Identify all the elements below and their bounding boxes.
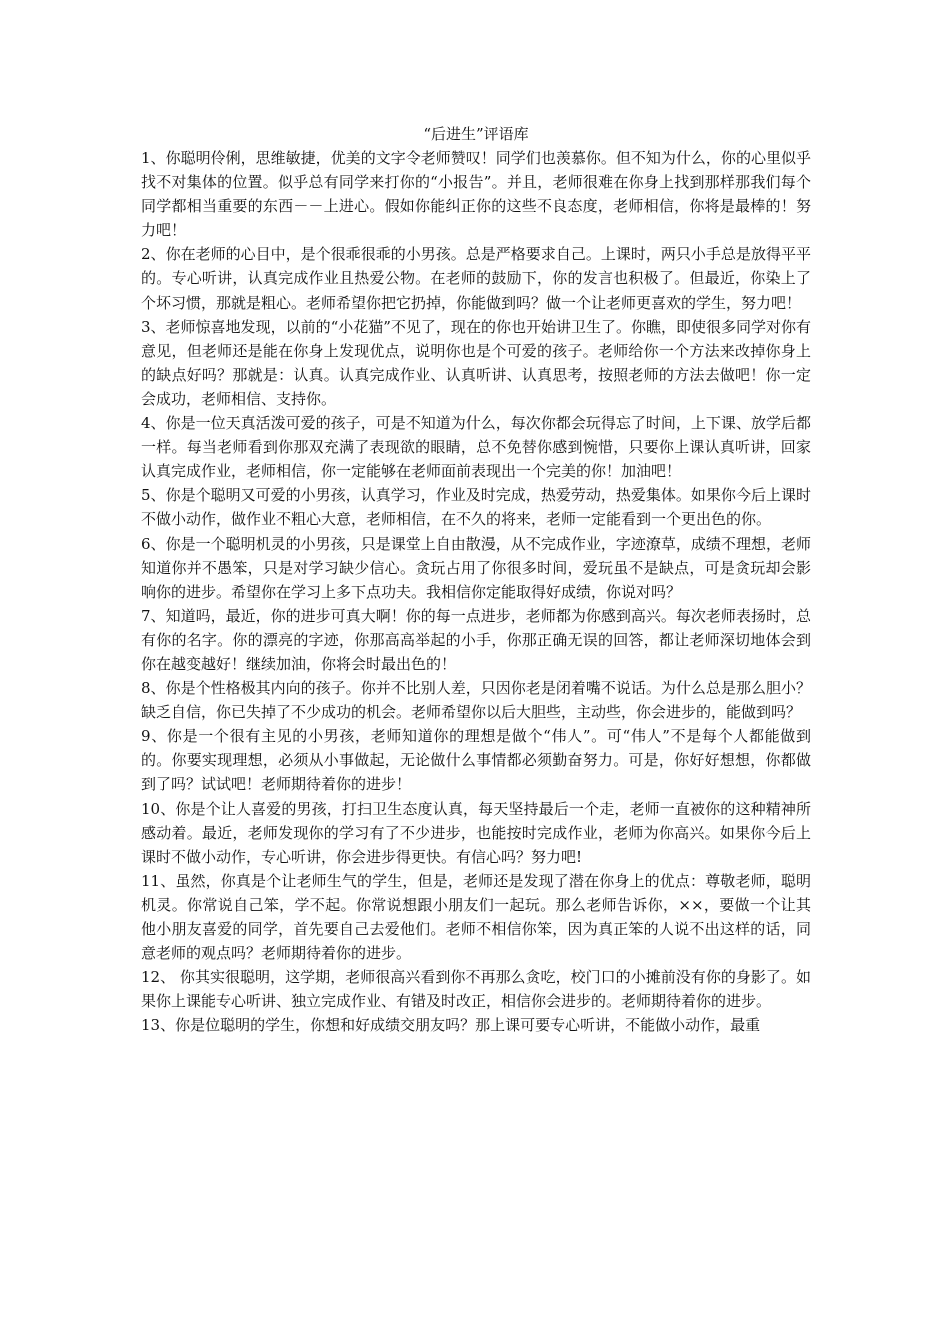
comment-entry-6: 6、你是一个聪明机灵的小男孩，只是课堂上自由散漫，从不完成作业，字迹潦草，成绩不理想，老师知道你并不愚笨，只是对学习缺少信心。贪玩占用了你很多时间，爱玩虽不是缺点，可是贪玩却会影响你的进步。希望你在学习上多下点功夫。我相信你定能取得好成绩，你说对吗？ bbox=[141, 534, 811, 601]
comment-entry-10: 10、你是个让人喜爱的男孩，打扫卫生态度认真，每天坚持最后一个走，老师一直被你的这种精神所感动着。最近，老师发现你的学习有了不少进步，也能按时完成作业，老师为你高兴。如果你今后上课时不做小动作，专心听讲，你会进步得更快。有信心吗？努力吧! bbox=[141, 799, 811, 866]
comment-entry-11: 11、虽然，你真是个让老师生气的学生，但是，老师还是发现了潜在你身上的优点：尊敬老师，聪明机灵。你常说自己笨，学不起。你常说想跟小朋友们一起玩。那么老师告诉你，××，要做一个让其他小朋友喜爱的同学，首先要自己去爱他们。老师不相信你笨，因为真正笨的人说不出这样的话，同意老师的观点吗？老师期待着你的进步。 bbox=[141, 871, 811, 963]
comment-entry-12: 12、 你其实很聪明，这学期，老师很高兴看到你不再那么贪吃，校门口的小摊前没有你的身影了。如果你上课能专心听讲、独立完成作业、有错及时改正，相信你会进步的。老师期待着你的进步。 bbox=[141, 968, 811, 1011]
comment-entry-7: 7、知道吗，最近，你的进步可真大啊！你的每一点进步，老师都为你感到高兴。每次老师表扬时，总有你的名字。你的漂亮的字迹，你那高高举起的小手，你那正确无误的回答，都让老师深切地体会到你在越变越好！继续加油，你将会时最出色的！ bbox=[141, 606, 811, 673]
comment-entry-4: 4、你是一位天真活泼可爱的孩子，可是不知道为什么，每次你都会玩得忘了时间，上下课、放学后都一样。每当老师看到你那双充满了表现欲的眼睛，总不免替你感到惋惜，只要你上课认真听讲，回家认真完成作业，老师相信，你一定能够在老师面前表现出一个完美的你！加油吧！ bbox=[141, 414, 811, 481]
comment-entry-2: 2、你在老师的心目中，是个很乖很乖的小男孩。总是严格要求自己。上课时，两只小手总是放得平平的。专心听讲，认真完成作业且热爱公物。在老师的鼓励下，你的发言也积极了。但最近，你染上了个坏习惯，那就是粗心。老师希望你把它扔掉，你能做到吗？做一个让老师更喜欢的学生，努力吧！ bbox=[141, 245, 811, 312]
comment-entry-8: 8、你是个性格极其内向的孩子。你并不比别人差，只因你老是闭着嘴不说话。为什么总是那么胆小？缺乏自信，你已失掉了不少成功的机会。老师希望你以后大胆些，主动些，你会进步的，能做到吗？ bbox=[141, 679, 811, 722]
comment-entry-13: 13、你是位聪明的学生，你想和好成绩交朋友吗？那上课可要专心听讲，不能做小动作，最重 bbox=[141, 1016, 761, 1035]
comment-entry-5: 5、你是个聪明又可爱的小男孩，认真学习，作业及时完成，热爱劳动，热爱集体。如果你今后上课时不做小动作，做作业不粗心大意，老师相信，在不久的将来，老师一定能看到一个更出色的你。 bbox=[141, 486, 811, 529]
comment-entry-1: 1、你聪明伶俐，思维敏捷，优美的文字令老师赞叹！同学们也羡慕你。但不知为什么，你的心里似乎找不对集体的位置。似乎总有同学来打你的“小报告”。并且，老师很难在你身上找到那样那我们每个同学都相当重要的东西－－上进心。假如你能纠正你的这些不良态度，老师相信，你将是最棒的！努力吧！ bbox=[141, 149, 811, 240]
comment-entry-3: 3、老师惊喜地发现，以前的“小花猫”不见了，现在的你也开始讲卫生了。你瞧，即使很多同学对你有意见，但老师还是能在你身上发现优点，说明你也是个可爱的孩子。老师给你一个方法来改掉你身上的缺点好吗？那就是：认真。认真完成作业、认真听讲、认真思考，按照老师的方法去做吧！你一定会成功，老师相信、支持你。 bbox=[141, 317, 811, 408]
comment-entry-9: 9、你是一个很有主见的小男孩，老师知道你的理想是做个“伟人”。可“伟人”不是每个人都能做到的。你要实现理想，必须从小事做起，无论做什么事情都必须勤奋努力。可是，你好好想想，你都做到了吗？试试吧！老师期待着你的进步！ bbox=[141, 727, 811, 794]
document-title: “后进生”评语库 bbox=[423, 125, 529, 143]
document-page bbox=[141, 122, 811, 1037]
